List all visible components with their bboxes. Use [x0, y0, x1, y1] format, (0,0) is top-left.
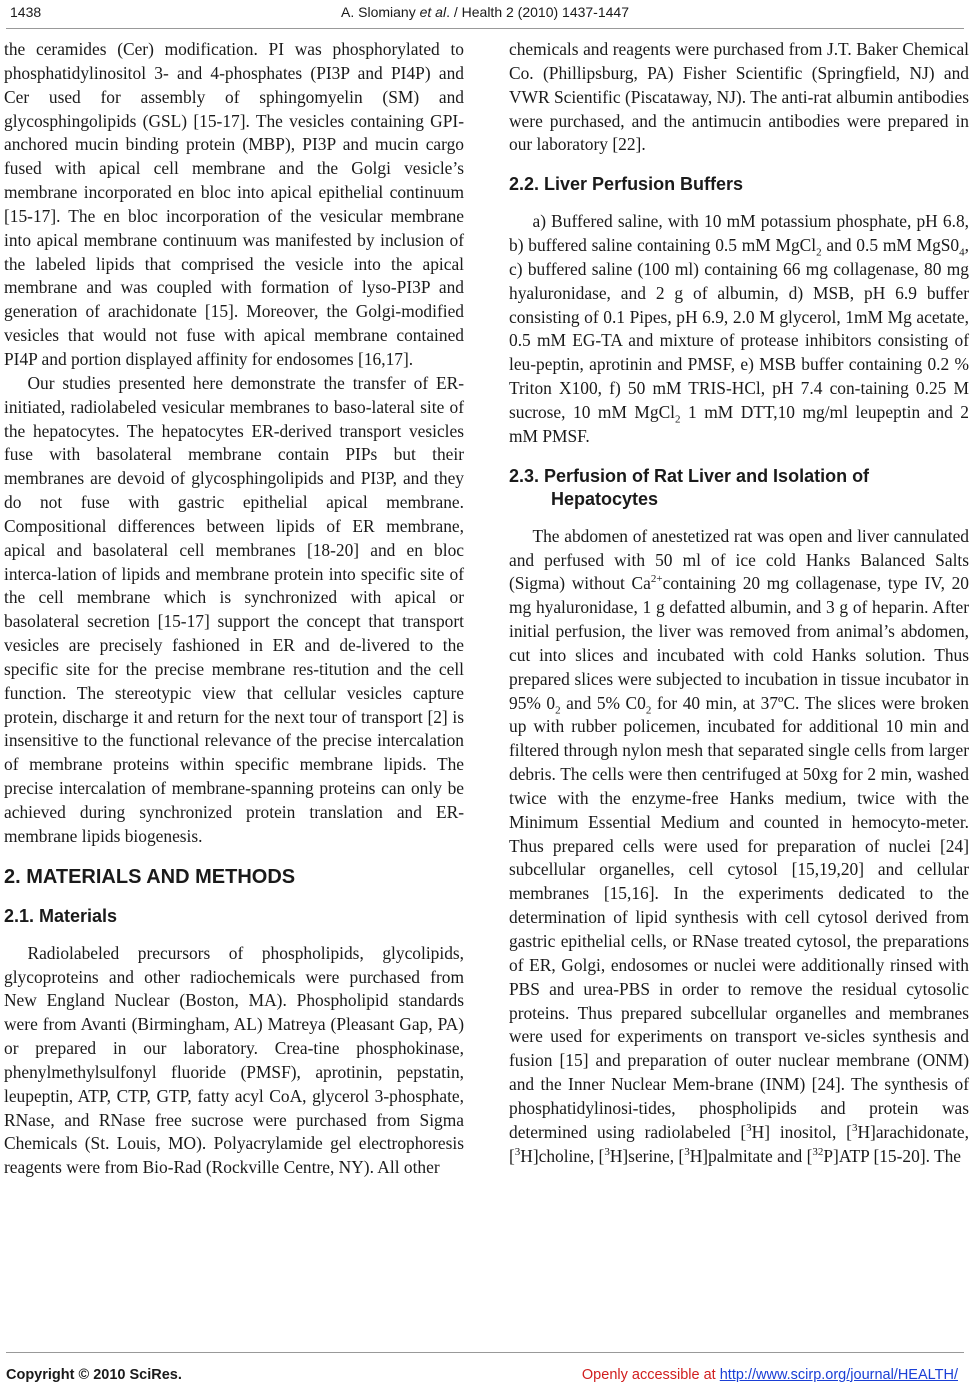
text-run: H]palmitate and [	[689, 1145, 813, 1166]
page-number: 1438	[10, 4, 42, 20]
page-header	[0, 4, 970, 26]
text-run: 1 mM DTT,10 mg/ml leupeptin and 2 mM PMSF.	[509, 401, 969, 446]
superscript: 3	[746, 1121, 752, 1134]
paragraph-perfusion	[509, 525, 969, 1169]
paragraph-materials-continued: chemicals and reagents were purchased from J.T. Baker Chemical Co. (Phillipsburg, PA) Fisher Scientific (Springfield, NJ) and VWR Scientific (Piscataway, NJ). The anti-rat albumin antibodies were purchased, and the antimucin antibodies were prepared in our laboratory [22].	[509, 39, 969, 155]
section-heading-materials-methods: 2. MATERIALS AND METHODS	[4, 865, 296, 888]
superscript: 3	[684, 1145, 690, 1158]
header-rule	[6, 28, 964, 29]
paragraph-materials: Radiolabeled precursors of phospholipids, glycolipids, glycoproteins and other radiochemicals were purchased from New England Nuclear (Boston, MA). Phospholipid standards were from Avanti (Birmingham, AL) Matreya (Pleasant Gap, PA) or prepared in our laboratory. Crea-tine phosphokinase, phenylmethylsulfonyl fluoride (PMSF), aprotinin, pepstatin, leupeptin, ATP, CTP, GTP, fatty acyl CoA, glycerol 3-phosphate, RNase, and RNase free sucrose were purchased from Sigma Chemicals (St. Louis, MO). Polyacrylamide gel electrophoresis reagents were from Bio-Rad (Rockville Centre, NY). All other	[4, 942, 464, 1178]
text-run: H] inositol, [	[751, 1121, 852, 1142]
text-run: a) Buffered saline, with 10 mM potassium phosphate, pH 6.8, b) buffered saline containing 0.5 mM MgCl	[509, 211, 969, 256]
running-head-etal: et al	[419, 4, 447, 20]
superscript: 32	[812, 1145, 824, 1158]
subscript: 2	[555, 704, 561, 717]
copyright-notice: Copyright © 2010 SciRes.	[6, 1367, 182, 1383]
subsection-heading-buffers: 2.2. Liver Perfusion Buffers	[509, 174, 744, 195]
subsection-heading-materials: 2.1. Materials	[4, 905, 118, 926]
text-run: for 40 min, at 37ºC. The slices were broken up with rubber policemen, incubated for additional 10 min and filtered through nylon mesh that separated single cells from larger debris. The cells were then centrifuged at 50xg for 2 min, washed twice with the enzyme-free Hanks medium, twice with the Minimum Essential Medium and counted in hemocyto-meter. Thus prepared cells were used for preparation of nuclei [24] subcellular organelles, cell cytosol [15,19,20] and cellular membranes [15,16]. In the experiments dedicated to the determination of lipid synthesis with cell cytosol derived from gastric epithelial cells, or RNase treated cytosol, the preparations of ER, Golgi, endosomes or nuclei were additionally rinsed with PBS and urea-PBS in order to remove the residual cytosolic proteins. Thus prepared subcellular organelles and membranes were used for experiments on transport ve-sicles synthesis and fusion [15] and preparation of outer nuclear membrane (ONM) and the Inner Nuclear Mem-brane (INM) [24]. The synthesis of phosphatidylinosi-tides, phospholipids and protein was determined using radiolabeled [	[509, 692, 970, 1142]
journal-url-link[interactable]: http://www.scirp.org/journal/HEALTH/	[719, 1367, 958, 1383]
running-head-author: A. Slomiany	[341, 4, 420, 20]
text-run: H]arachidonate, [	[509, 1121, 969, 1166]
page-footer	[0, 1352, 970, 1388]
open-access-notice	[582, 1367, 958, 1383]
text-run: H]serine, [	[609, 1145, 685, 1166]
left-column	[4, 38, 464, 1180]
right-column	[509, 38, 969, 1168]
text-run: and 5% C0	[560, 692, 646, 713]
subscript: 4	[959, 246, 965, 259]
subscript: 2	[645, 704, 652, 717]
footer-rule	[6, 1352, 964, 1353]
text-run: containing 20 mg collagenase, type IV, 20 mg hyaluronidase, 1 g defatted albumin, and 3 g of heparin. After initial perfusion, the liver was removed from animal’s abdomen, cut into slices and incubated with cold Hanks solution. Thus prepared slices were subjected to incubation in tissue incubator in 95% 0	[509, 573, 969, 713]
superscript: 3	[514, 1145, 521, 1158]
running-head	[0, 4, 970, 20]
subscript: 2	[816, 246, 822, 259]
text-run: and 0.5 mM MgS0	[821, 235, 960, 256]
paragraph-intro-continued: the ceramides (Cer) modification. PI was phosphorylated to phosphatidylinositol 3- and 4-phosphates (PI3P and PI4P) and Cer used for assembly of sphingomyelin (SM) and glycosphingolipids (GSL) [15-17]. The vesicles containing GPI-anchored mucin binding protein (MBP), PI3P and mucin cargo fused with apical cell membrane and the Golgi vesicle’s membrane incorporated en bloc into apical epithelial continuum [15-17]. The en bloc incorporation of the vesicular membrane into apical membrane continuum was manifested by inclusion of the labeled lipids that comprised the vesicle into the apical membrane and was coupled with formation of lyso-PI3P and generation of arachidonate [15]. Moreover, the Golgi-modified vesicles that would not fuse with apical membrane contained PI4P and portion displayed affinity for endosomes [16,17].	[4, 39, 464, 369]
superscript: 3	[851, 1121, 858, 1134]
paragraph-studies: Our studies presented here demonstrate the transfer of ER-initiated, radiolabeled vesicular membranes to baso-lateral site of the hepatocytes. The hepatocytes ER-derived transport vesicles fuse with basolateral membrane contain PIPs but their membranes are devoid of glycosphingolipids and PI3P, and they do not fuse with gastric epithelial apical membrane. Compositional differences between lipids of ER membrane, apical and basolateral cell membranes [18-20] and en bloc interca-lation of lipids and membrane protein into specific site of the cell membrane which is synchronized with apical or basolateral secretion [15-17] support the concept that transport vesicles are precisely fashioned in ER and de-livered to the specific site for the precise membrane res-titution and the cell function. The stereotypic view that cellular vesicles capture protein, discharge it and return for the next tour of transport [2] is insensitive to the functional relevance of the precise intercalation of membrane proteins within specific membrane lipids. The precise intercalation of membrane-spanning proteins can only be achieved during synchronized protein translation and ER-membrane lipids biogenesis.	[4, 372, 464, 846]
text-run: H]choline, [	[520, 1145, 605, 1166]
superscript: 3	[604, 1145, 610, 1158]
superscript: 2+	[650, 573, 663, 586]
open-access-label: Openly accessible at	[581, 1367, 720, 1383]
text-run: The abdomen of anestetized rat was open and liver cannulated and perfused with 50 ml of ice cold Hanks Balanced Salts (Sigma) without Ca	[509, 525, 969, 594]
running-head-journal: . / Health 2 (2010) 1437-1447	[446, 4, 629, 20]
text-run: , c) buffered saline (100 ml) containing 66 mg collagenase, 80 mg hyaluronidase, and 2 g of albumin, d) MSB, pH 6.9 buffer consisting of 0.1 Pipes, pH 6.9, 2.0 M glycerol, 1mM Mg acetate, 0.5 mM EG-TA and mixture of protease inhibitors consisting of leu-peptin, aprotinin and PMSF, e) MSB buffer containing 0.2 % Triton X100, f) 50 mM TRIS-HCl, pH 7.4 con-taining 0.25 M sucrose, 10 mM MgCl	[509, 235, 969, 422]
text-run: P]ATP [15-20]. The	[823, 1145, 962, 1166]
paragraph-buffers	[509, 210, 969, 448]
subscript: 2	[675, 413, 681, 426]
subsection-heading-perfusion: 2.3. Perfusion of Rat Liver and Isolation of Hepatocytes	[509, 465, 870, 509]
